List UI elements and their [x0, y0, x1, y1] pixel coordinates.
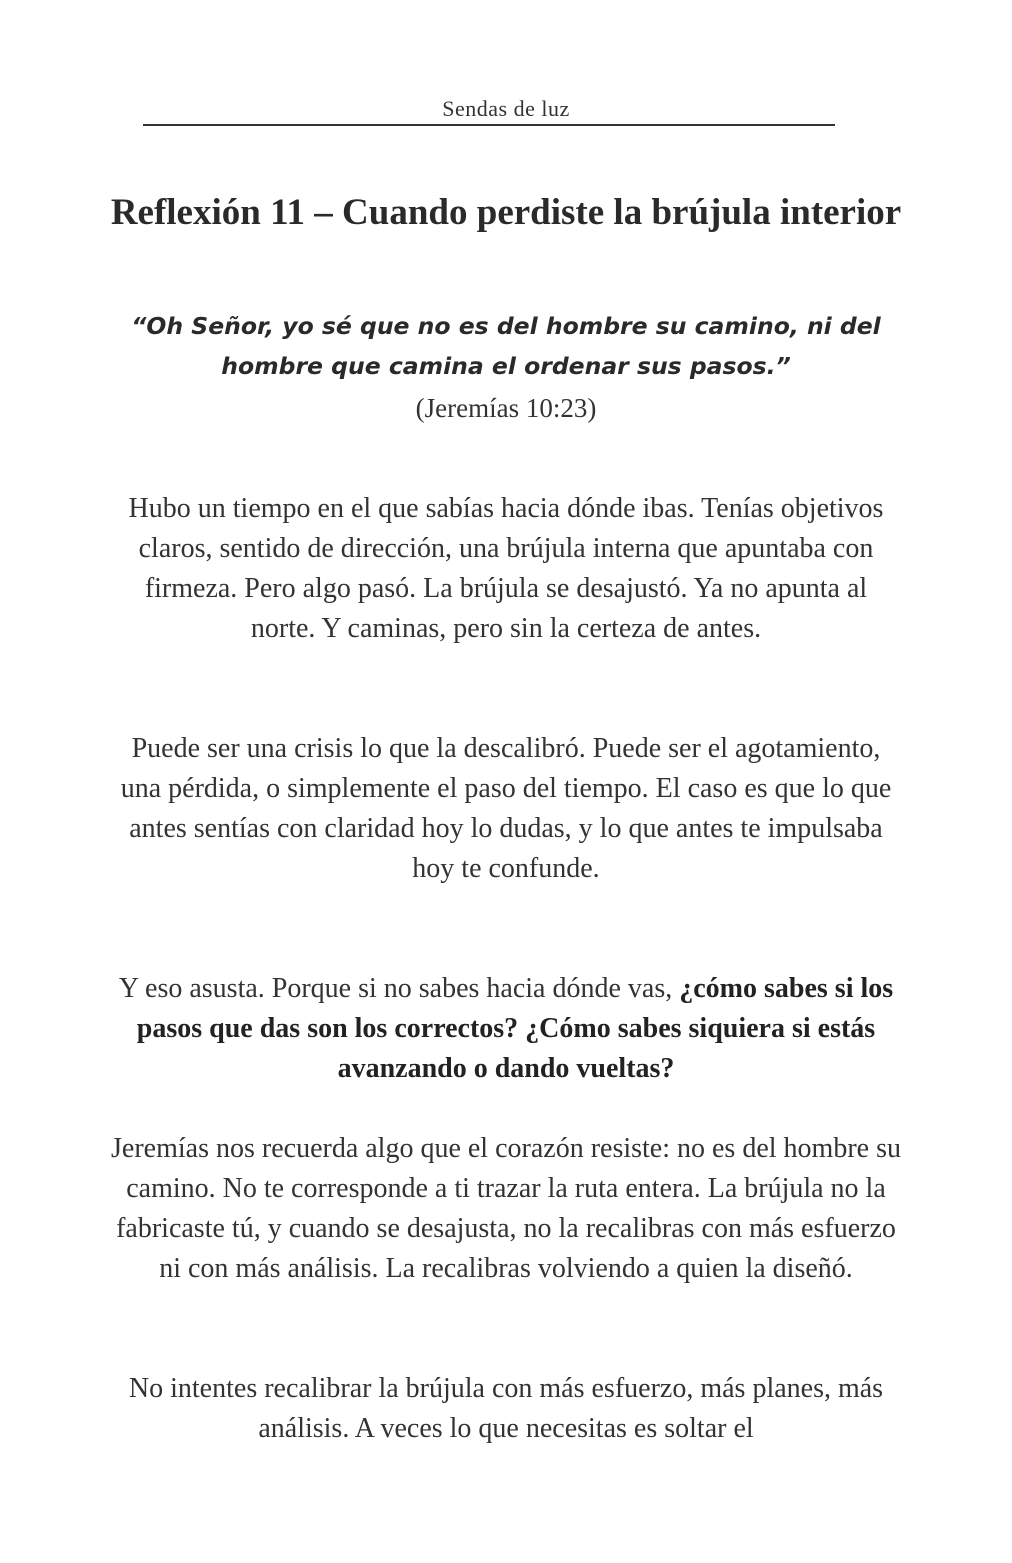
body-paragraph: Puede ser una crisis lo que la descalibró. Puede ser el agotamiento, una pérdida, o simplemente el paso del tiempo. El caso es que lo que antes sentías con claridad hoy lo dudas, y lo que antes te impulsaba hoy te confunde.	[120, 733, 892, 884]
body-paragraph-text: Y eso asusta. Porque si no sabes hacia dónde vas,	[118, 973, 680, 1004]
body-paragraph-emphasis: ¿cómo sabes si los pasos que das son los correctos? ¿Cómo sabes siquiera si estás avanzando o dando vueltas?	[136, 973, 894, 1084]
body-paragraph: Hubo un tiempo en el que sabías hacia dónde ibas. Tenías objetivos claros, sentido de dirección, una brújula interna que apuntaba con firmeza. Pero algo pasó. La brújula se desajustó. Ya no apunta al norte. Y caminas, pero sin la certeza de antes.	[128, 493, 884, 644]
chapter-title: Reflexión 11 – Cuando perdiste la brújula interior	[110, 192, 902, 233]
body-paragraph: Jeremías nos recuerda algo que el corazón resiste: no es del hombre su camino. No te corresponde a ti trazar la ruta entera. La brújula no la fabricaste tú, y cuando se desajusta, no la recalibras con más esfuerzo ni con más análisis. La recalibras volviendo a quien la diseñó.	[111, 1133, 901, 1284]
body-paragraph: No intentes recalibrar la brújula con más esfuerzo, más planes, más análisis. A veces lo que necesitas es soltar el	[128, 1373, 884, 1444]
body-paragraph	[110, 969, 902, 1089]
epigraph-citation: (Jeremías 10:23)	[415, 393, 597, 423]
epigraph-quote: “Oh Señor, yo sé que no es del hombre su camino, ni del hombre que camina el ordenar sus pasos.”	[131, 312, 881, 380]
running-header: Sendas de luz	[442, 96, 570, 121]
header-divider	[143, 124, 835, 126]
